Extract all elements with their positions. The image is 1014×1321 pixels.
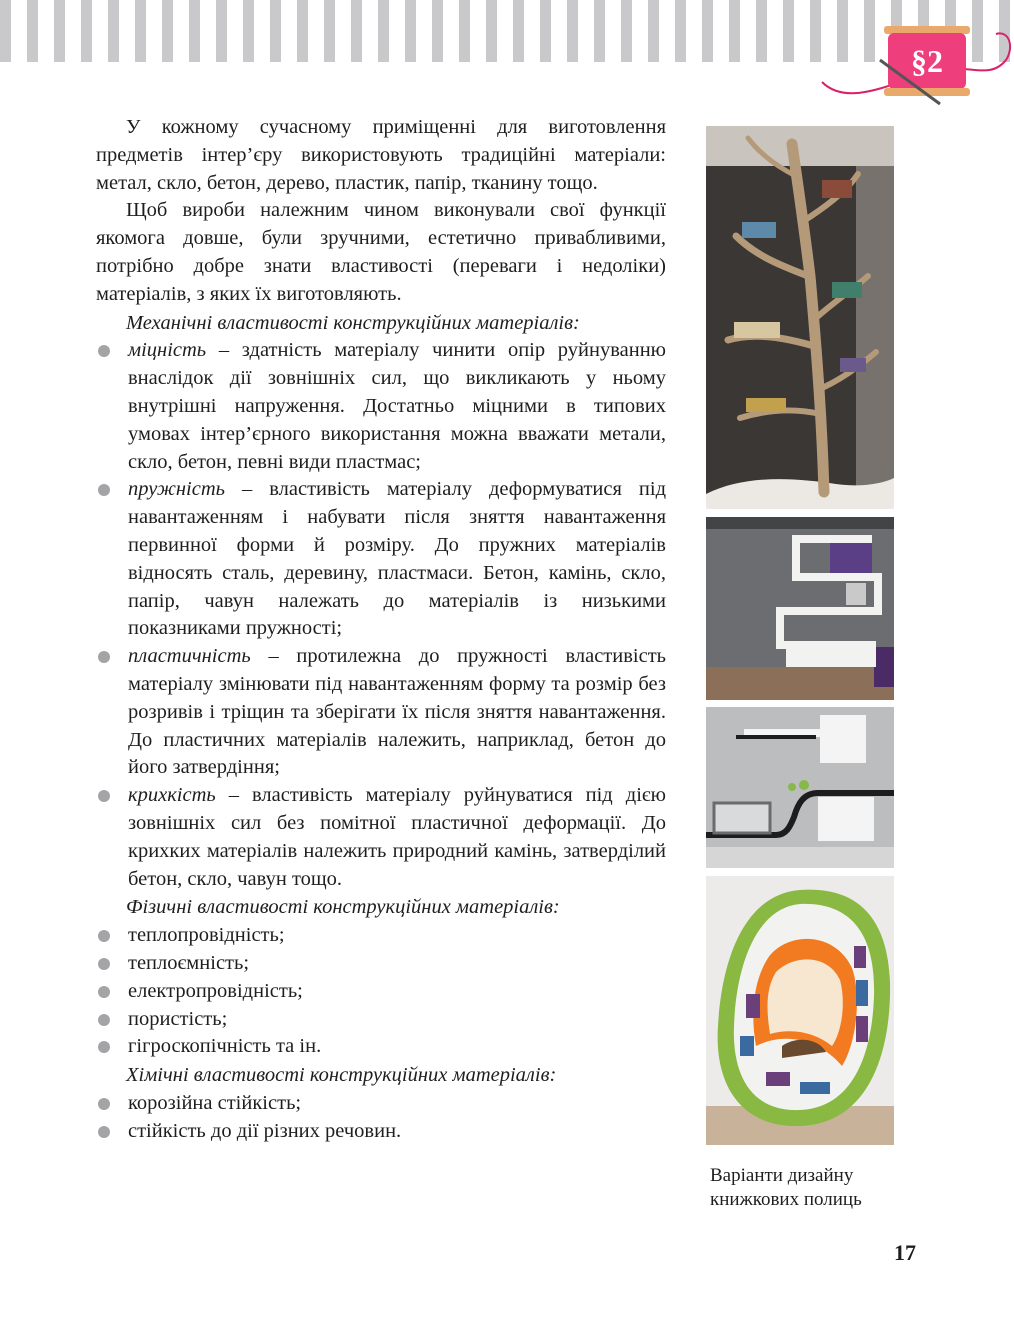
chemical-heading: Хімічні властивості конструкційних матеріалів: bbox=[126, 1064, 557, 1087]
photo-black-ribbon-shelf bbox=[706, 707, 894, 868]
list-item bbox=[96, 782, 666, 893]
photo-tree-bookshelf bbox=[706, 126, 894, 509]
definition-elasticity: – властивість матеріалу деформуватися під навантаженням і набувати після зняття навантаження первинної форми й розміру. До пружних матеріалів відносять сталь, деревину, пластмаси. Бетон, камінь, скло, папір, чавун належать до матеріалів із низькими показниками пружності; bbox=[128, 478, 666, 640]
page-number: 17 bbox=[894, 1240, 916, 1265]
intro-paragraph-1: У кожному сучасному приміщенні для виготовлення предметів інтер’єру використовують традиційні матеріали: метал, скло, бетон, дерево, пластик, папір, тканину тощо. bbox=[96, 116, 666, 194]
photo-white-wall-shelf bbox=[706, 517, 894, 700]
list-item: теплопровідність; bbox=[96, 922, 666, 950]
list-item: електропровідність; bbox=[96, 978, 666, 1006]
definition-plasticity: – протилежна до пружності властивість матеріалу змінювати під навантаженням форму та розмір без розривів і тріщин та зберігати їх після зняття навантаження. До пластичних матеріалів належить, наприклад, бетон до його затвердіння; bbox=[128, 645, 666, 779]
list-item: гігроскопічність та ін. bbox=[96, 1033, 666, 1061]
photo-round-reading-shelf bbox=[706, 876, 894, 1145]
mechanical-list bbox=[96, 337, 666, 893]
definition-brittleness: – властивість матеріалу руйнуватися під дією зовнішніх сил без помітної пластичної деформації. До крихких матеріалів належить природний камінь, затверділий бетон, скло, чавун тощо. bbox=[128, 784, 666, 890]
chemical-list bbox=[96, 1090, 666, 1146]
section-badge: §2 bbox=[911, 43, 943, 79]
list-item bbox=[96, 643, 666, 782]
physical-list bbox=[96, 922, 666, 1061]
list-item: корозійна стійкість; bbox=[96, 1090, 666, 1118]
list-item: стійкість до дії різних речовин. bbox=[96, 1118, 666, 1146]
figure-caption: Варіанти дизайну книжкових полиць bbox=[710, 1165, 862, 1210]
term-elasticity: пружність bbox=[128, 478, 225, 501]
list-item bbox=[96, 476, 666, 643]
main-text bbox=[96, 114, 666, 1145]
list-item bbox=[96, 337, 666, 476]
term-strength: міцність bbox=[128, 339, 207, 362]
thread-spool-icon bbox=[820, 0, 1014, 112]
definition-strength: – здатність матеріалу чинити опір руйнуванню внаслідок дії зовнішніх сил, що викликають у ньому внутрішні напруження. Достатньо міцними в типових умовах інтер’єрного використання можна вважати метали, скло, бетон, певні види пластмас; bbox=[128, 339, 666, 473]
mechanical-heading: Механічні властивості конструкційних матеріалів: bbox=[126, 311, 580, 334]
list-item: пористість; bbox=[96, 1006, 666, 1034]
term-brittleness: крихкість bbox=[128, 784, 216, 807]
term-plasticity: пластичність bbox=[128, 645, 251, 668]
list-item: теплоємність; bbox=[96, 950, 666, 978]
physical-heading: Фізичні властивості конструкційних матеріалів: bbox=[126, 896, 560, 919]
intro-paragraph-2: Щоб вироби належним чином виконували свої функції якомога довше, були зручними, естетично привабливими, потрібно добре знати властивості (переваги і недоліки) матеріалів, з яких їх виготовляють. bbox=[96, 199, 666, 305]
